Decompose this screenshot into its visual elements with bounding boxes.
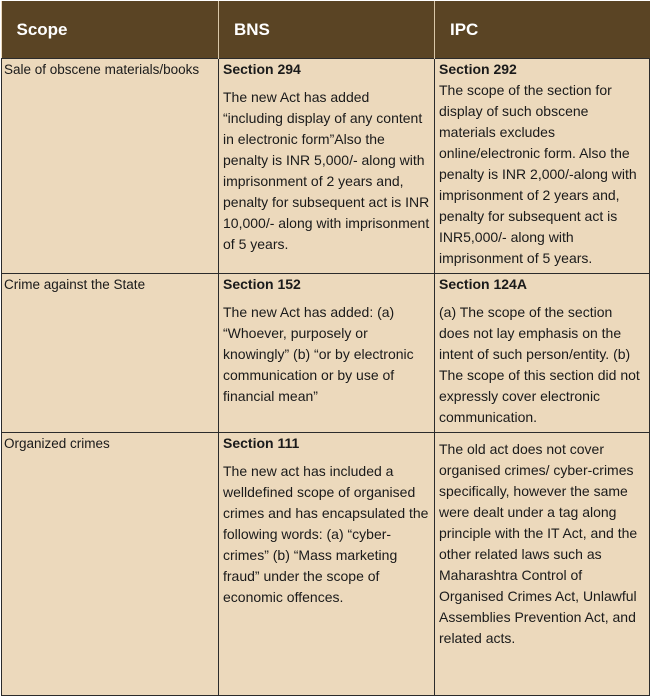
bns-cell [219, 59, 435, 274]
comparison-table [1, 1, 650, 696]
table-row [2, 433, 650, 696]
bns-section-label: Section 111 [223, 435, 300, 451]
ipc-section-label: Section 292 [439, 61, 517, 77]
bns-description: The new Act has added: (a) “Whoever, purposely or knowingly” (b) “or by electronic communication or by use of financial mean” [223, 304, 414, 404]
bns-cell [219, 274, 435, 433]
table-row [2, 274, 650, 433]
scope-cell: Sale of obscene materials/books [2, 59, 219, 274]
header-scope: Scope [2, 1, 219, 59]
bns-section-label: Section 152 [223, 276, 301, 292]
scope-cell: Crime against the State [2, 274, 219, 433]
scope-cell: Organized crimes [2, 433, 219, 696]
header-row [2, 1, 650, 59]
bns-description: The new Act has added “including display of any content in electronic form”Also the penalty is INR 5,000/- along with imprisonment of 2 years and, penalty for subsequent act is INR 10,000/- along with imprisonment of 5 years. [223, 89, 430, 252]
header-bns: BNS [219, 1, 435, 59]
ipc-cell [435, 433, 650, 696]
bns-cell [219, 433, 435, 696]
bns-description: The new act has included a welldefined scope of organised crimes and has encapsulated the following words: (a) “cyber-crimes” (b) “Mass marketing fraud” under the scope of economic offences. [223, 463, 429, 605]
ipc-cell [435, 59, 650, 274]
bns-section-label: Section 294 [223, 61, 301, 77]
table-row [2, 59, 650, 274]
ipc-description: The old act does not cover organised crimes/ cyber-crimes specifically, however the same were dealt under a tag along principle with the IT Act, and the other related laws such as Maharashtra Control of Organised Crimes Act, Unlawful Assemblies Prevention Act, and related acts. [439, 441, 638, 646]
ipc-section-label: Section 124A [439, 276, 527, 292]
ipc-description: The scope of the section for display of such obscene materials excludes online/electronic form. Also the penalty is INR 2,000/-along with imprisonment of 2 years and, penalty for subsequent act is INR5,000/- along with imprisonment of 5 years. [439, 82, 637, 266]
ipc-description: (a) The scope of the section does not lay emphasis on the intent of such person/entity. (b) The scope of this section did not expressly cover electronic communication. [439, 304, 640, 425]
header-ipc: IPC [435, 1, 650, 59]
ipc-cell [435, 274, 650, 433]
